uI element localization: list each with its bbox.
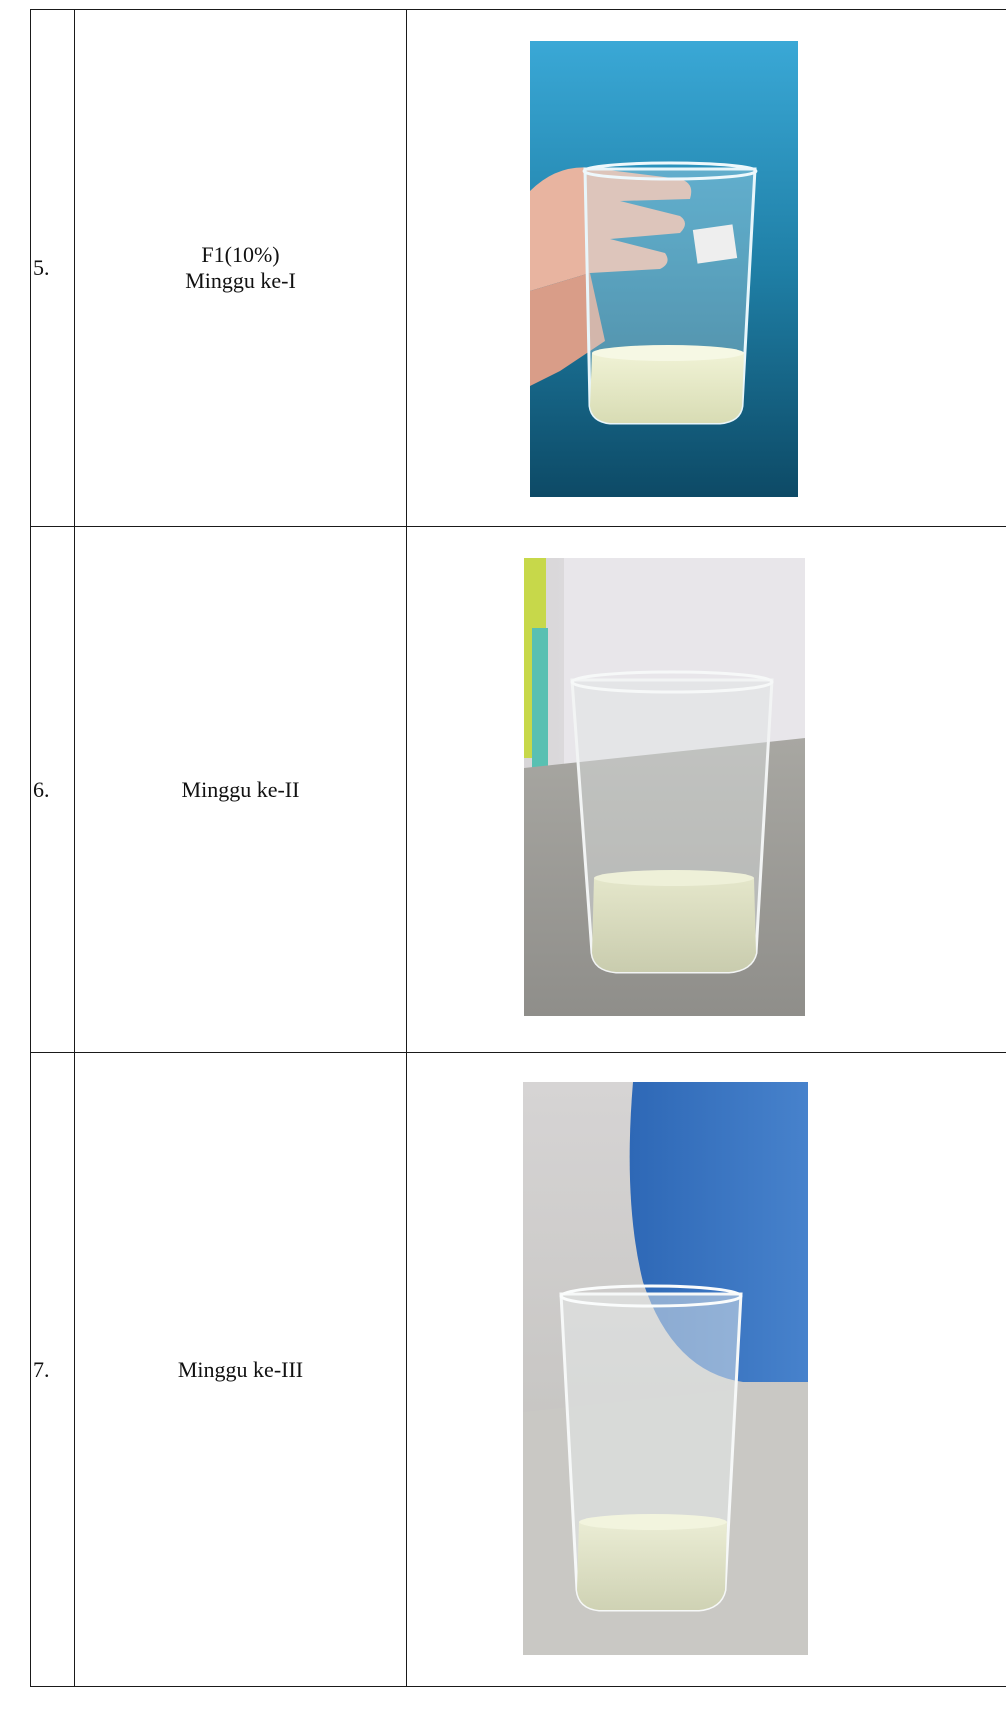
row-number-text: 6. [33,776,50,802]
table-row [31,1053,1006,1687]
row-label [75,527,407,1053]
observation-table [30,9,1006,1687]
row-number-text: 5. [33,255,50,280]
row-number [31,10,75,527]
beaker-on-blue-background-photo [530,41,798,497]
beaker-on-gray-table-photo [524,558,805,1016]
week-label: Minggu ke-II [181,776,300,802]
table-row [31,10,1006,527]
week-label: Minggu ke-III [177,1356,304,1382]
row-photo-cell [407,527,1006,1053]
row-label [75,10,407,527]
table-row [31,527,1006,1053]
row-photo-cell [407,10,1006,527]
beaker-before-blue-drum-photo [523,1082,808,1655]
row-number-text: 7. [33,1356,50,1382]
row-number [31,1053,75,1687]
formula-label: F1(10%) [201,242,280,267]
row-number [31,527,75,1053]
row-photo-cell [407,1053,1006,1687]
row-label [75,1053,407,1687]
week-label: Minggu ke-I [185,268,296,293]
